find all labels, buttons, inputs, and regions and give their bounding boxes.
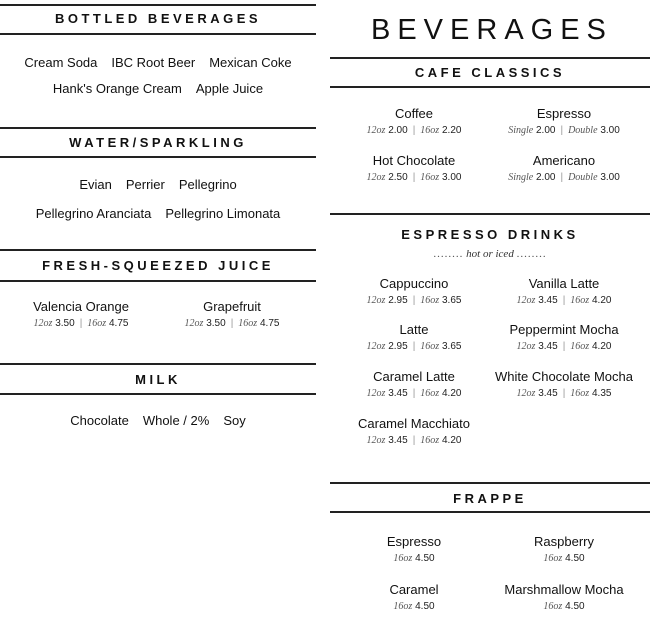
menu-item-peppermint-mocha (489, 322, 639, 352)
menu-item: Perrier (125, 177, 165, 192)
item-price: 12oz 3.50 | 16oz 4.75 (33, 318, 129, 329)
item-price: 12oz 2.00 | 16oz 2.20 (366, 125, 462, 136)
menu-item-americano (489, 153, 639, 183)
item-name: Hot Chocolate (372, 153, 456, 168)
item-name: Cappuccino (379, 276, 449, 291)
item-price: 12oz 3.45 | 16oz 4.20 (516, 341, 612, 352)
menu-item-vanilla-latte (489, 276, 639, 306)
menu-item-latte (339, 322, 489, 352)
item-name: Espresso (386, 534, 442, 549)
item-price: 12oz 2.50 | 16oz 3.00 (366, 172, 462, 183)
divider (0, 127, 316, 129)
item-name: Americano (532, 153, 596, 168)
milk-row (0, 413, 316, 428)
item-name: Vanilla Latte (528, 276, 600, 291)
item-price: 12oz 3.45 | 16oz 4.35 (516, 388, 612, 399)
menu-item: Apple Juice (195, 81, 264, 96)
menu-item-hot-chocolate (339, 153, 489, 183)
menu-item-cappuccino (339, 276, 489, 306)
item-price: 16oz 4.50 (393, 553, 435, 564)
menu-item-frappe-espresso (339, 534, 489, 564)
divider (0, 280, 316, 282)
water-row-2 (0, 206, 316, 221)
item-name: Peppermint Mocha (509, 322, 619, 337)
item-price: 12oz 3.50 | 16oz 4.75 (184, 318, 280, 329)
section-title-espresso: ESPRESSO DRINKS (401, 227, 579, 242)
menu-item: Evian (79, 177, 112, 192)
item-name: Grapefruit (203, 299, 261, 314)
divider (330, 482, 650, 484)
divider (0, 249, 316, 251)
section-title-water: WATER/SPARKLING (69, 135, 247, 150)
water-row-1 (0, 177, 316, 192)
divider (330, 213, 650, 215)
item-price: 12oz 3.45 | 16oz 4.20 (366, 435, 462, 446)
item-price: 12oz 2.95 | 16oz 3.65 (366, 341, 462, 352)
section-title-juice: FRESH-SQUEEZED JUICE (42, 258, 274, 273)
menu-item-coffee (339, 106, 489, 136)
item-price: 16oz 4.50 (393, 601, 435, 612)
item-price: 16oz 4.50 (543, 553, 585, 564)
menu-item: Soy (223, 413, 246, 428)
menu-item: Whole / 2% (142, 413, 210, 428)
section-title-frappe: FRAPPE (453, 491, 527, 506)
menu-item: Pellegrino Aranciata (35, 206, 152, 221)
item-name: Caramel (389, 582, 439, 597)
menu-item: Pellegrino Limonata (165, 206, 281, 221)
item-price: 12oz 2.95 | 16oz 3.65 (366, 295, 462, 306)
item-name: Latte (399, 322, 429, 337)
item-price: Single 2.00 | Double 3.00 (508, 172, 620, 183)
espresso-subtitle: ........ hot or iced ........ (433, 248, 547, 260)
page-title: BEVERAGES (371, 14, 613, 46)
divider (330, 511, 650, 513)
divider (330, 57, 650, 59)
item-name: Valencia Orange (33, 299, 129, 314)
menu-item-espresso (489, 106, 639, 136)
menu-item-caramel-macchiato (339, 416, 489, 446)
item-name: White Chocolate Mocha (494, 369, 633, 384)
menu-item-frappe-caramel (339, 582, 489, 612)
item-name: Marshmallow Mocha (504, 582, 624, 597)
section-title-bottled: BOTTLED BEVERAGES (54, 11, 262, 26)
divider (0, 33, 316, 35)
divider (0, 393, 316, 395)
menu-item-caramel-latte (339, 369, 489, 399)
section-title-milk: MILK (135, 372, 181, 387)
menu-item: Pellegrino (178, 177, 237, 192)
bottled-row-2 (0, 81, 316, 96)
menu-item-grapefruit (157, 299, 307, 329)
menu-item-valencia-orange (6, 299, 156, 329)
divider (0, 4, 316, 6)
item-price: 16oz 4.50 (543, 601, 585, 612)
menu-item-frappe-marshmallow-mocha (489, 582, 639, 612)
item-name: Raspberry (534, 534, 594, 549)
menu-item: Mexican Coke (209, 55, 292, 70)
menu-item-white-chocolate-mocha (489, 369, 639, 399)
menu-item: IBC Root Beer (111, 55, 196, 70)
divider (0, 363, 316, 365)
item-price: 12oz 3.45 | 16oz 4.20 (516, 295, 612, 306)
menu-item-frappe-raspberry (489, 534, 639, 564)
menu-item: Cream Soda (24, 55, 98, 70)
divider (330, 86, 650, 88)
item-price: Single 2.00 | Double 3.00 (508, 125, 620, 136)
item-name: Caramel Macchiato (358, 416, 470, 431)
bottled-row-1 (0, 55, 316, 70)
item-name: Coffee (394, 106, 434, 121)
divider (0, 156, 316, 158)
menu-item: Hank's Orange Cream (52, 81, 182, 96)
item-price: 12oz 3.45 | 16oz 4.20 (366, 388, 462, 399)
menu-item: Chocolate (70, 413, 129, 428)
item-name: Caramel Latte (373, 369, 455, 384)
item-name: Espresso (536, 106, 592, 121)
section-title-cafe: CAFE CLASSICS (414, 65, 566, 80)
